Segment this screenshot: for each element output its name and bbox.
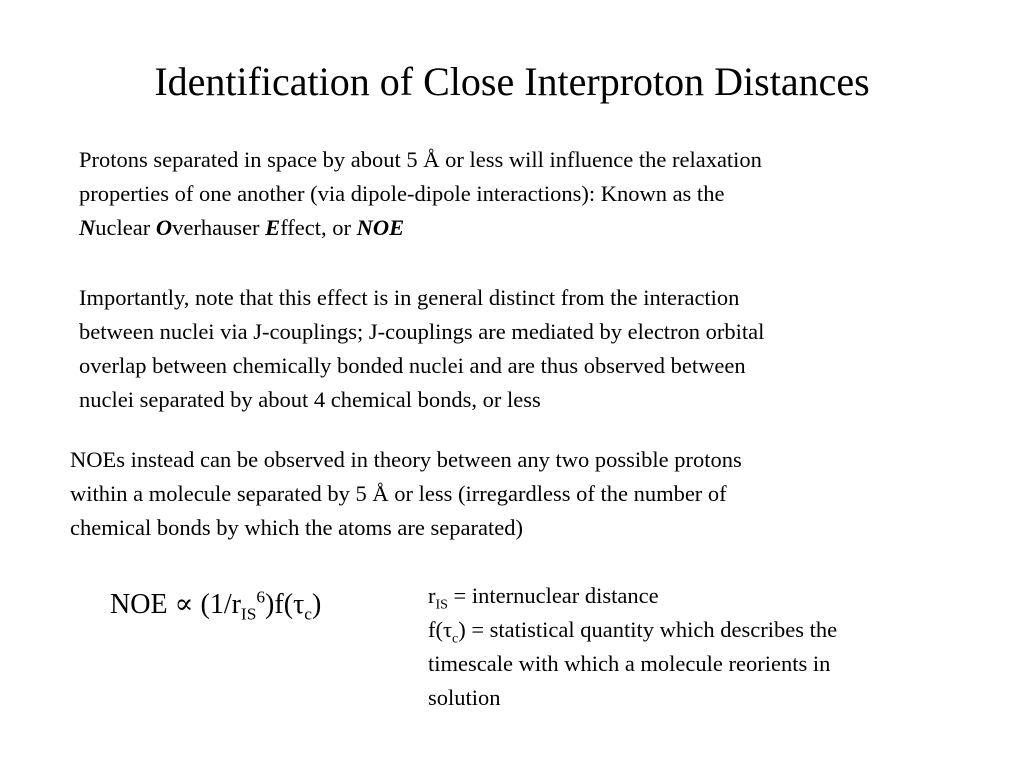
paragraph-line: properties of one another (via dipole-dipole interactions): Known as the [79,181,725,206]
acronym-word-verhauser: verhauser [172,215,266,240]
definition-f [428,613,837,647]
noe-formula [110,585,321,625]
acronym-letter-e: E [265,215,281,240]
paragraph-line: Protons separated in space by about 5 Å or less will influence the relaxation [79,147,762,172]
f-subscript: c [452,631,459,647]
f-symbol: f(τ [428,617,453,642]
slide-title: Identification of Close Interproton Distances [154,59,870,104]
definition-r [428,579,837,613]
paragraph-noe-range [70,443,742,545]
formula-lhs: NOE ∝ (1/r [110,589,241,620]
formula-end: ) [312,589,322,620]
paragraph-j-coupling [79,281,764,417]
formula-subscript-c: c [304,604,312,624]
paragraph-line: nuclei separated by about 4 chemical bonds, or less [79,387,541,412]
paragraph-line: Importantly, note that this effect is in general distinct from the interaction [79,285,740,310]
r-subscript: IS [435,597,448,613]
paragraph-line: chemical bonds by which the atoms are separated) [70,515,523,540]
definition-f-line2: timescale with which a molecule reorients in [428,651,831,676]
acronym-noe: NOE [356,215,405,240]
formula-mid: )f(τ [265,589,305,620]
formula-subscript-is: IS [240,604,257,624]
paragraph-line: between nuclei via J-couplings; J-couplings are mediated by electron orbital [79,319,765,344]
paragraph-line: within a molecule separated by 5 Å or less (irregardless of the number of [70,481,727,506]
paragraph-line: overlap between chemically bonded nuclei and are thus observed between [79,353,746,378]
acronym-word-uclear: uclear [95,215,156,240]
acronym-letter-n: N [79,215,96,240]
paragraph-noe-definition [79,143,762,245]
r-symbol: r [428,583,436,608]
definition-f-line3: solution [428,685,501,710]
paragraph-line: NOEs instead can be observed in theory between any two possible protons [70,447,742,472]
r-definition: = internuclear distance [447,583,659,608]
acronym-letter-o: O [155,215,173,240]
f-definition: ) = statistical quantity which describes the [458,617,838,642]
acronym-word-ffect: ffect, or [280,215,357,240]
formula-definitions [428,579,837,715]
noe-acronym-line [79,211,762,245]
formula-superscript-6: 6 [256,587,266,607]
